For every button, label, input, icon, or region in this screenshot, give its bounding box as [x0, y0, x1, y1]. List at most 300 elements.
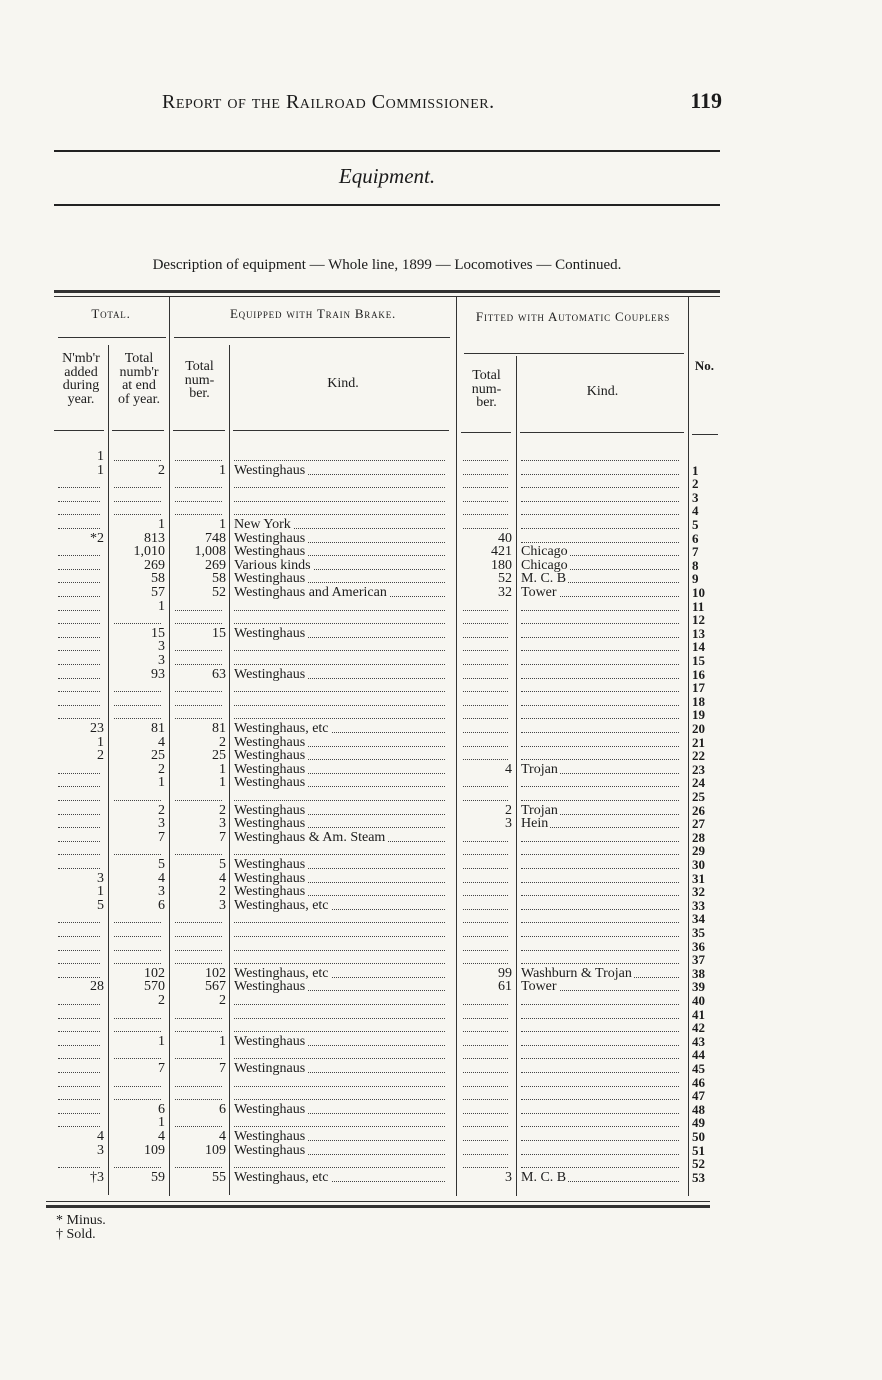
leader-dots	[175, 1113, 222, 1127]
cell-total: 1	[158, 775, 165, 791]
leader-dots	[463, 1045, 508, 1059]
leader-dots	[58, 1073, 100, 1087]
page-number: 119	[690, 88, 722, 113]
row-number: 40	[692, 993, 705, 1008]
leader-dots	[463, 447, 508, 461]
col-header-line: num-	[184, 372, 215, 388]
cell-added: 1	[97, 462, 104, 478]
cell-brake-total: 2	[219, 884, 226, 900]
col-header-line: during	[62, 378, 100, 393]
leader-dots	[463, 896, 508, 910]
leader-dots	[114, 1005, 161, 1019]
row-number: 28	[692, 829, 705, 845]
leader-dots	[521, 597, 679, 611]
row-number: 41	[692, 1006, 705, 1022]
cell-brake-kind: Westinghaus, etc	[234, 721, 329, 736]
cell-added: 28	[90, 979, 104, 995]
leader-dots	[463, 610, 508, 624]
cell-coupler-total: 421	[491, 544, 512, 560]
cell-total: 4	[158, 1129, 165, 1144]
table-row	[0, 1171, 882, 1185]
leader-dots	[234, 447, 445, 461]
cell-brake-total: 7	[219, 1061, 226, 1076]
leader-dots	[234, 678, 445, 692]
leader-dots	[234, 1113, 445, 1127]
cell-brake-total: 102	[205, 965, 226, 981]
leader-dots	[463, 1154, 508, 1168]
leader-dots	[234, 501, 445, 515]
cell-coupler-total: 40	[498, 530, 512, 546]
cell-added: 23	[90, 721, 104, 736]
leader-dots	[521, 869, 679, 883]
table-bottom-rule	[46, 1201, 710, 1202]
leader-dots	[175, 678, 222, 692]
row-number: 14	[692, 639, 705, 655]
row-number: 1	[692, 462, 699, 478]
leader-dots	[234, 1005, 445, 1019]
leader-dots	[58, 1100, 100, 1114]
col-header-brake-kind: Kind.	[327, 376, 359, 391]
cell-brake-total: 25	[212, 748, 226, 764]
leader-dots	[175, 950, 222, 964]
cell-brake-kind: Westinghaus & Am. Steam	[234, 829, 386, 845]
cell-total: 1,010	[133, 544, 165, 560]
col-header-line: ber.	[189, 386, 210, 401]
row-number: 3	[692, 489, 699, 505]
cell-total: 3	[158, 653, 165, 668]
cell-brake-total: 7	[219, 829, 226, 845]
row-number: 49	[692, 1115, 705, 1131]
row-number: 26	[692, 802, 705, 818]
leader-dots	[463, 719, 508, 733]
cell-brake-kind: Westingnaus	[234, 1061, 306, 1076]
leader-dots	[521, 624, 679, 638]
leader-dots	[521, 855, 679, 869]
leader-dots	[58, 923, 100, 937]
leader-dots	[234, 651, 445, 665]
leader-dots	[521, 1113, 679, 1127]
cell-brake-total: 63	[212, 666, 226, 682]
leader-dots	[58, 1113, 100, 1127]
leader-dots	[521, 1073, 679, 1087]
row-number: 36	[692, 938, 705, 954]
cell-total: 6	[158, 897, 165, 913]
cell-brake-kind: Westinghaus	[234, 530, 306, 546]
cell-brake-kind: Westinghaus	[234, 571, 306, 587]
leader-dots	[175, 501, 222, 515]
row-number: 9	[692, 571, 699, 587]
leader-dots	[175, 1045, 222, 1059]
row-number: 15	[692, 653, 705, 668]
cell-total: 1	[158, 1033, 165, 1049]
leader-dots	[521, 746, 679, 760]
leader-dots	[175, 1154, 222, 1168]
leader-dots	[114, 909, 161, 923]
cell-coupler-kind: Tower	[521, 585, 557, 600]
row-number: 42	[692, 1020, 705, 1036]
row-number: 44	[692, 1047, 705, 1063]
cell-total: 6	[158, 1101, 165, 1117]
row-number: 47	[692, 1088, 705, 1104]
cell-total: 813	[144, 530, 165, 546]
leader-dots	[58, 597, 100, 611]
row-number: 21	[692, 734, 705, 750]
leader-dots	[58, 1045, 100, 1059]
leader-dots	[58, 583, 100, 597]
cell-total: 81	[151, 721, 165, 736]
leader-dots	[521, 1154, 679, 1168]
leader-dots	[521, 950, 679, 964]
cell-brake-kind: Westinghaus	[234, 625, 306, 641]
leader-dots	[58, 692, 100, 706]
leader-dots	[58, 1059, 100, 1073]
leader-dots	[463, 855, 508, 869]
leader-dots	[463, 705, 508, 719]
leader-dots	[521, 896, 679, 910]
leader-dots	[114, 678, 161, 692]
cell-brake-total: 6	[219, 1101, 226, 1117]
leader-dots	[463, 746, 508, 760]
row-number: 20	[692, 721, 705, 736]
leader-dots	[58, 801, 100, 815]
leader-dots	[175, 909, 222, 923]
cell-brake-total: 3	[219, 816, 226, 832]
leader-dots	[234, 950, 445, 964]
cell-brake-total: 1,008	[194, 544, 226, 560]
cell-coupler-total: 52	[498, 571, 512, 587]
row-number: 33	[692, 897, 705, 913]
cell-brake-kind: New York	[234, 517, 291, 532]
cell-brake-kind: Westinghaus	[234, 870, 306, 886]
cell-coupler-total: 61	[498, 979, 512, 995]
leader-dots	[114, 841, 161, 855]
cell-brake-total: 58	[212, 571, 226, 587]
leader-dots	[463, 882, 508, 896]
leader-dots	[463, 1127, 508, 1141]
cell-brake-kind: Westinghaus, etc	[234, 897, 329, 913]
leader-dots	[463, 651, 508, 665]
col-header-line: Total	[472, 368, 501, 383]
cell-added: *2	[90, 530, 104, 546]
cell-brake-total: 3	[219, 897, 226, 913]
leader-dots	[521, 678, 679, 692]
leader-dots	[521, 991, 679, 1005]
leader-dots	[521, 705, 679, 719]
row-number: 24	[692, 775, 705, 791]
leader-dots	[234, 597, 445, 611]
table-caption: Description of equipment — Whole line, 1899 — Locomotives — Continued.	[152, 257, 622, 273]
leader-dots	[58, 1005, 100, 1019]
col-header-line: N'mb'r	[62, 351, 100, 366]
cell-brake-total: 4	[219, 870, 226, 886]
leader-dots	[58, 501, 100, 515]
leader-dots	[175, 597, 222, 611]
row-number: 12	[692, 612, 705, 628]
cell-brake-kind: Westinghaus	[234, 734, 306, 750]
cell-total: 2	[158, 462, 165, 478]
leader-dots	[175, 474, 222, 488]
row-number: 43	[692, 1033, 705, 1049]
row-number: 17	[692, 680, 705, 696]
group-header-couplers: Fitted with Automatic Couplers	[475, 309, 671, 324]
row-number: 31	[692, 870, 705, 886]
cell-added: 4	[97, 1129, 104, 1144]
leader-dots	[463, 991, 508, 1005]
report-title: Report of the Railroad Commissioner.	[162, 91, 495, 113]
leader-dots	[521, 1141, 679, 1155]
leader-dots	[234, 923, 445, 937]
cell-total: 15	[151, 625, 165, 641]
leader-dots	[463, 637, 508, 651]
cell-coupler-total: 32	[498, 585, 512, 600]
cell-total: 1	[158, 1115, 165, 1131]
leader-dots	[58, 637, 100, 651]
leader-dots	[58, 569, 100, 583]
leader-dots	[521, 1127, 679, 1141]
leader-dots	[58, 841, 100, 855]
leader-dots	[234, 637, 445, 651]
leader-dots	[234, 488, 445, 502]
leader-dots	[463, 488, 508, 502]
row-number: 13	[692, 625, 705, 641]
leader-dots	[521, 461, 679, 475]
leader-dots	[58, 909, 100, 923]
table-bottom-rule-thick	[46, 1205, 710, 1208]
col-header-line: added	[64, 364, 98, 380]
leader-dots	[58, 937, 100, 951]
leader-dots	[175, 637, 222, 651]
row-number: 4	[692, 503, 699, 519]
leader-dots	[521, 692, 679, 706]
cell-total: 2	[158, 761, 165, 777]
leader-dots	[114, 610, 161, 624]
cell-added: †3	[90, 1169, 104, 1185]
cell-total: 93	[151, 666, 165, 682]
leader-dots	[463, 501, 508, 515]
cell-brake-total: 1	[219, 462, 226, 478]
cell-brake-total: 1	[219, 517, 226, 532]
leader-dots	[463, 461, 508, 475]
row-number: 22	[692, 748, 705, 764]
leader-dots	[58, 624, 100, 638]
leader-dots	[521, 488, 679, 502]
leader-dots	[175, 610, 222, 624]
row-number: 51	[692, 1142, 705, 1158]
cell-brake-total: 2	[219, 802, 226, 818]
leader-dots	[175, 488, 222, 502]
col-header-line: numb'r	[119, 364, 159, 380]
leader-dots	[463, 1141, 508, 1155]
leader-dots	[521, 637, 679, 651]
leader-dots	[234, 1154, 445, 1168]
group-header-train-brake: Equipped with Train Brake.	[229, 306, 397, 321]
leader-dots	[114, 950, 161, 964]
cell-added: 3	[97, 870, 104, 886]
cell-total: 59	[151, 1169, 165, 1185]
cell-brake-kind: Westinghaus	[234, 748, 306, 764]
cell-total: 269	[144, 557, 165, 573]
leader-dots	[58, 474, 100, 488]
leader-dots	[58, 828, 100, 842]
cell-brake-total: 4	[219, 1129, 226, 1144]
cell-brake-kind: Westinghaus	[234, 462, 306, 478]
cell-brake-kind: Westinghaus and American	[234, 585, 387, 600]
leader-dots	[463, 828, 508, 842]
leader-dots	[114, 787, 161, 801]
leader-dots	[234, 692, 445, 706]
cell-brake-kind: Westinghaus, etc	[234, 1169, 329, 1185]
cell-total: 2	[158, 993, 165, 1008]
leader-dots	[58, 814, 100, 828]
row-number: 30	[692, 857, 705, 872]
cell-coupler-total: 3	[505, 1169, 512, 1185]
leader-dots	[521, 841, 679, 855]
cell-coupler-kind: Chicago	[521, 557, 568, 573]
leader-dots	[463, 937, 508, 951]
cell-coupler-kind: Trojan	[521, 761, 558, 777]
leader-dots	[521, 1005, 679, 1019]
col-header-line: num-	[471, 381, 502, 397]
leader-dots	[175, 1005, 222, 1019]
leader-dots	[521, 787, 679, 801]
leader-dots	[463, 733, 508, 747]
leader-dots	[175, 1018, 222, 1032]
cell-added: 5	[97, 897, 104, 913]
cell-total: 58	[151, 571, 165, 587]
cell-total: 570	[144, 979, 165, 995]
cell-brake-total: 52	[212, 585, 226, 600]
leader-dots	[521, 882, 679, 896]
leader-dots	[114, 705, 161, 719]
leader-dots	[58, 610, 100, 624]
leader-dots	[521, 1032, 679, 1046]
footnote: * Minus.	[56, 1213, 106, 1228]
cell-total: 4	[158, 870, 165, 886]
leader-dots	[234, 787, 445, 801]
cell-added: 3	[97, 1142, 104, 1158]
leader-dots	[463, 909, 508, 923]
leader-dots	[521, 1059, 679, 1073]
leader-dots	[234, 705, 445, 719]
leader-dots	[175, 787, 222, 801]
cell-brake-kind: Westinghaus	[234, 1033, 306, 1049]
leader-dots	[521, 719, 679, 733]
leader-dots	[114, 501, 161, 515]
cell-coupler-kind: Washburn & Trojan	[521, 965, 632, 981]
col-header-line: of year.	[118, 391, 160, 407]
leader-dots	[521, 515, 679, 529]
leader-dots	[58, 787, 100, 801]
leader-dots	[114, 1018, 161, 1032]
cell-total: 25	[151, 748, 165, 764]
leader-dots	[58, 651, 100, 665]
leader-dots	[463, 773, 508, 787]
cell-total: 102	[144, 965, 165, 981]
col-header-row-no: No.	[694, 358, 715, 373]
col-header-line: Total	[124, 351, 154, 366]
row-number: 50	[692, 1129, 705, 1144]
row-number: 34	[692, 911, 705, 927]
leader-dots	[521, 501, 679, 515]
leader-dots	[175, 923, 222, 937]
cell-brake-kind: Westinghaus	[234, 802, 306, 818]
cell-total: 3	[158, 884, 165, 900]
leader-dots	[521, 610, 679, 624]
leader-dots	[175, 705, 222, 719]
cell-coupler-total: 4	[505, 761, 512, 777]
leader-dots	[58, 964, 100, 978]
cell-brake-kind: Westinghaus	[234, 1129, 306, 1144]
cell-coupler-kind: M. C. B	[521, 1169, 567, 1185]
cell-brake-kind: Westinghaus	[234, 775, 306, 791]
leader-dots	[463, 1059, 508, 1073]
leader-dots	[463, 1113, 508, 1127]
leader-dots	[58, 488, 100, 502]
leader-dots	[521, 1086, 679, 1100]
cell-added: 1	[97, 884, 104, 900]
cell-brake-total: 15	[212, 625, 226, 641]
leader-dots	[175, 1086, 222, 1100]
leader-dots	[463, 678, 508, 692]
leader-dots	[58, 705, 100, 719]
col-header-coupler-kind: Kind.	[586, 384, 619, 399]
row-number: 6	[692, 530, 699, 546]
cell-coupler-kind: Trojan	[521, 802, 558, 818]
cell-brake-total: 5	[219, 857, 226, 872]
leader-dots	[114, 1045, 161, 1059]
cell-brake-total: 1	[219, 775, 226, 791]
leader-dots	[463, 474, 508, 488]
cell-total: 5	[158, 857, 165, 872]
row-number: 19	[692, 707, 705, 723]
cell-total: 3	[158, 639, 165, 655]
leader-dots	[114, 1154, 161, 1168]
leader-dots	[175, 841, 222, 855]
leader-dots	[521, 1018, 679, 1032]
leader-dots	[58, 1086, 100, 1100]
leader-dots	[463, 841, 508, 855]
leader-dots	[463, 787, 508, 801]
cell-brake-kind: Westinghaus, etc	[234, 965, 329, 981]
cell-total: 1	[158, 517, 165, 532]
cell-coupler-kind: M. C. B	[521, 571, 567, 587]
leader-dots	[463, 869, 508, 883]
leader-dots	[234, 1018, 445, 1032]
row-number: 52	[692, 1156, 705, 1172]
cell-coupler-total: 99	[498, 965, 512, 981]
leader-dots	[521, 1045, 679, 1059]
leader-dots	[114, 1073, 161, 1087]
row-number: 23	[692, 761, 705, 777]
leader-dots	[521, 733, 679, 747]
row-number: 53	[692, 1169, 705, 1185]
leader-dots	[234, 474, 445, 488]
leader-dots	[234, 937, 445, 951]
leader-dots	[175, 447, 222, 461]
cell-brake-kind: Westinghaus	[234, 979, 306, 995]
leader-dots	[521, 447, 679, 461]
leader-dots	[463, 1100, 508, 1114]
cell-brake-total: 748	[205, 530, 226, 546]
col-header-line: at end	[122, 378, 156, 393]
leader-dots	[463, 515, 508, 529]
row-number: 7	[692, 544, 699, 560]
group-header-total: Total.	[91, 306, 131, 321]
cell-added: 1	[97, 734, 104, 750]
leader-dots	[463, 1018, 508, 1032]
leader-dots	[234, 841, 445, 855]
leader-dots	[463, 665, 508, 679]
